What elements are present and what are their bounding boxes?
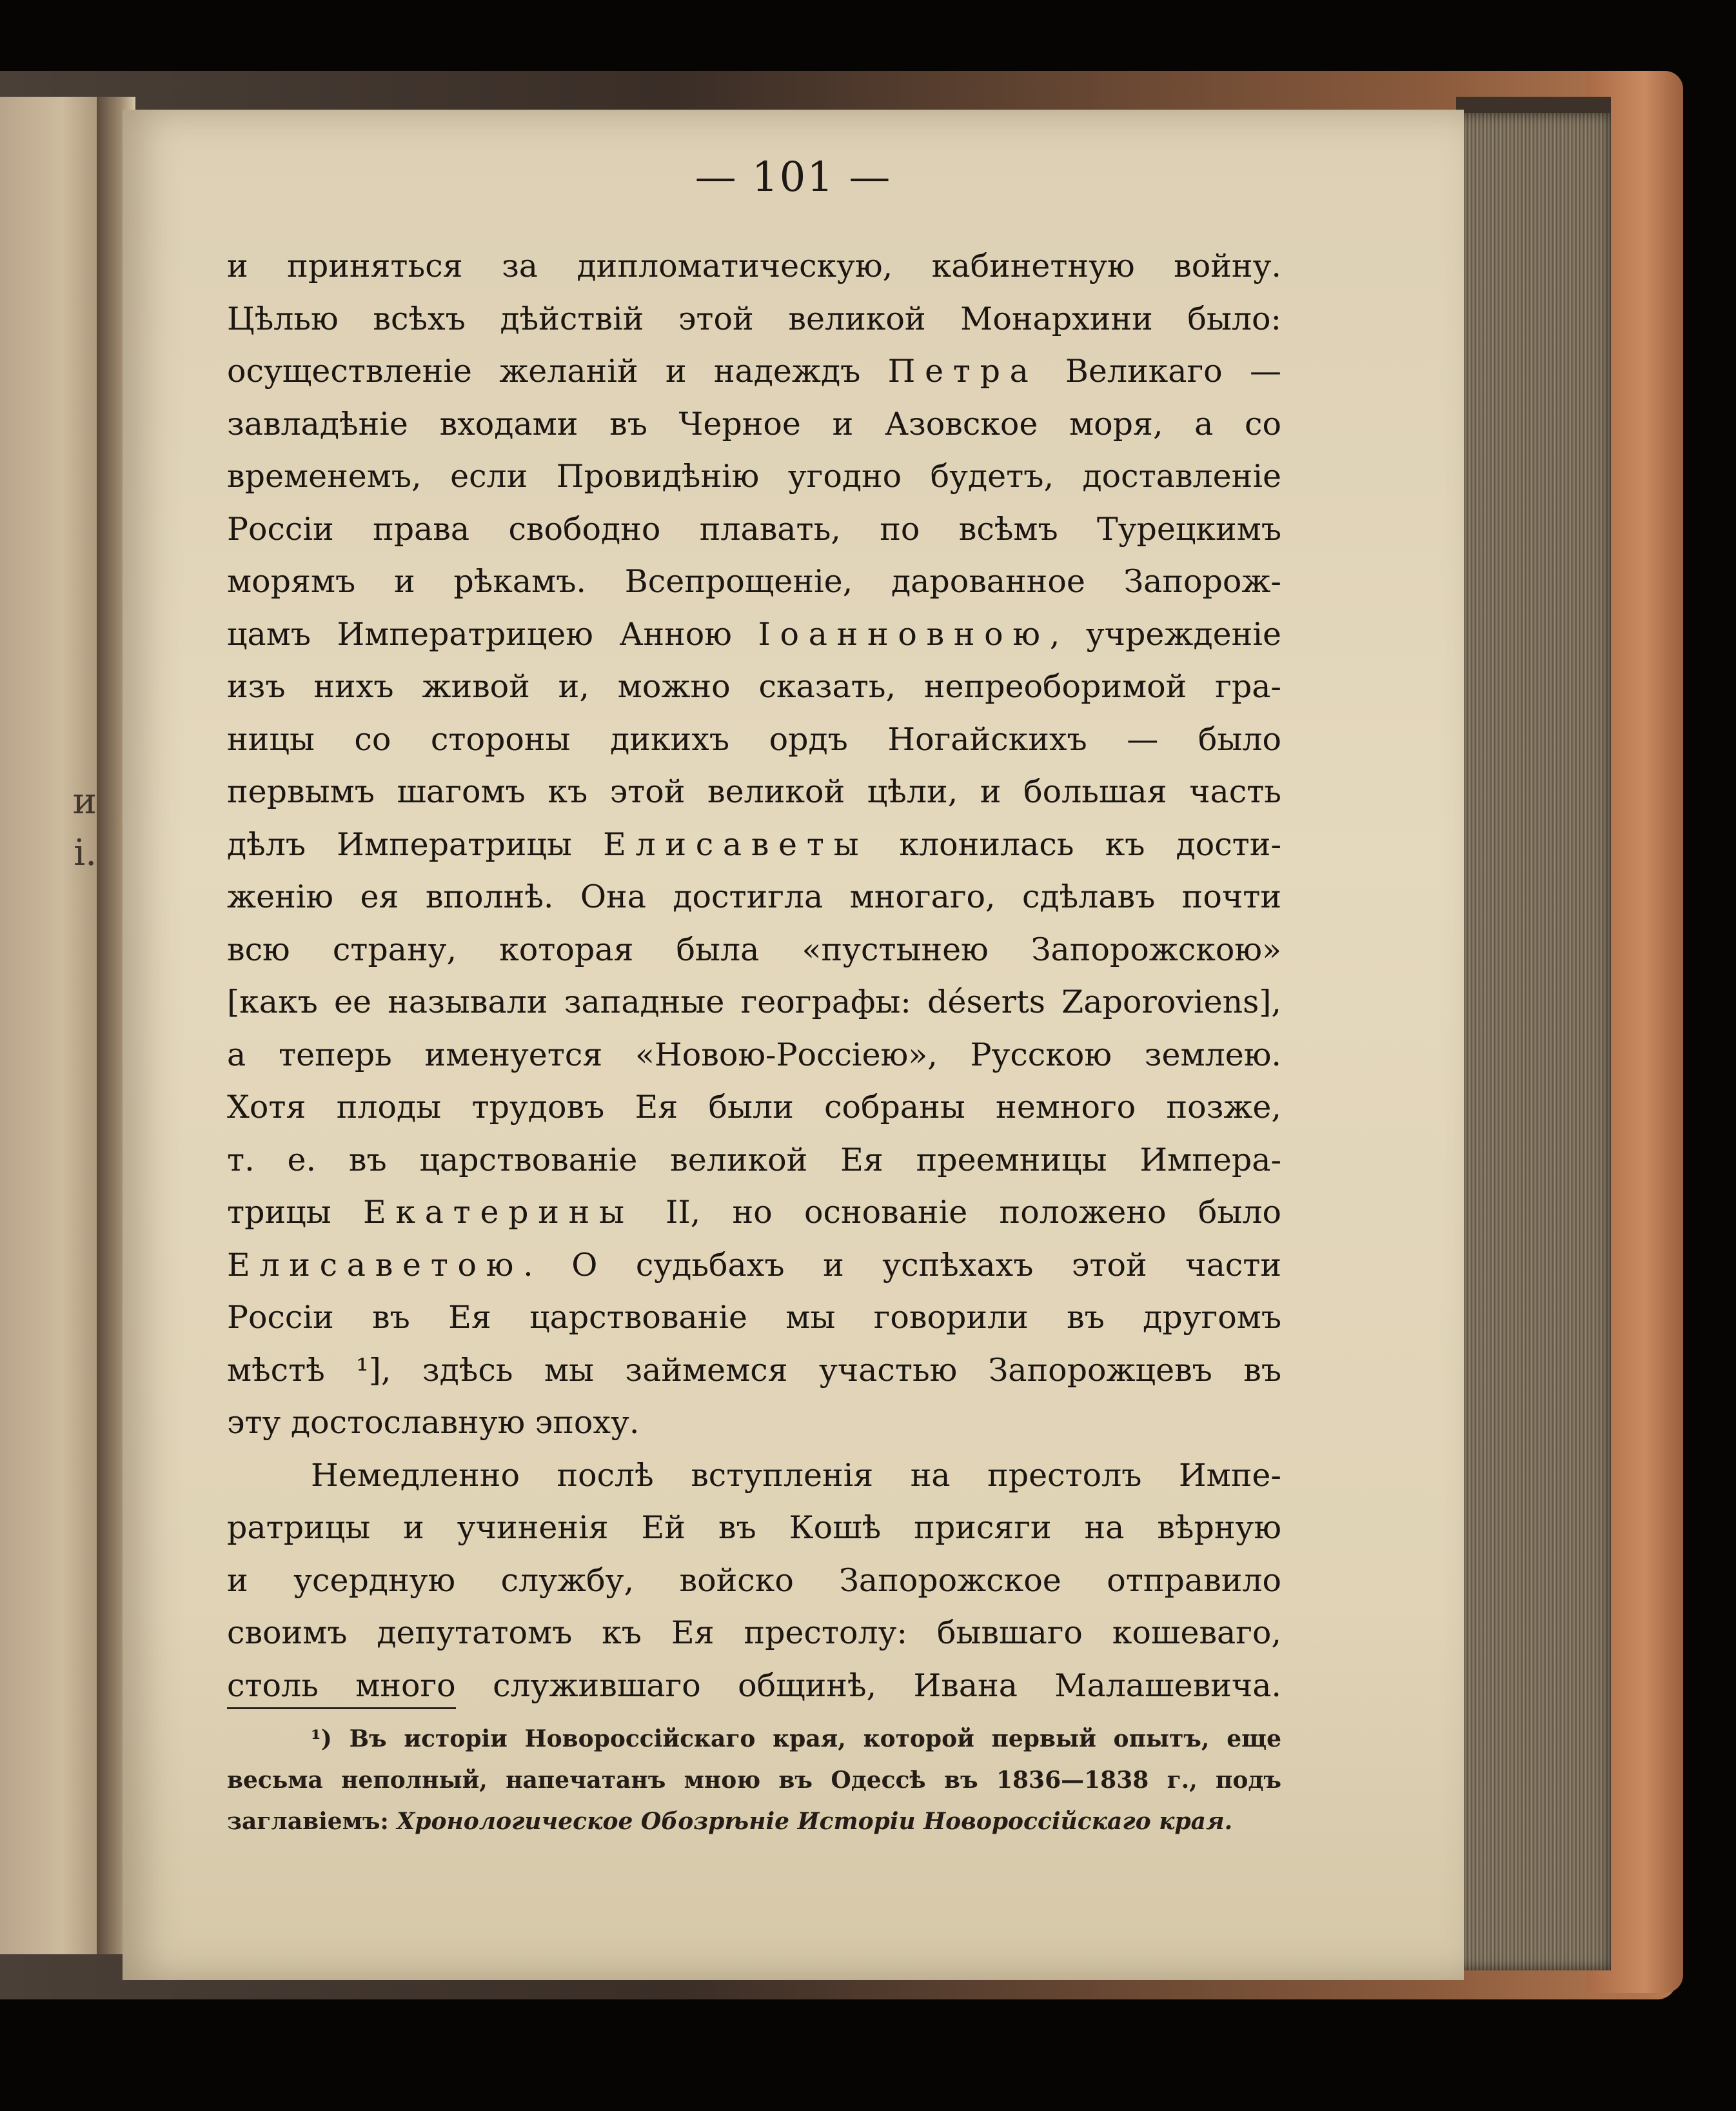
spaced-name: Іоанновною <box>758 615 1050 653</box>
text-line <box>227 976 1281 1029</box>
text-run: трицы <box>227 1194 363 1231</box>
text-line <box>227 871 1281 924</box>
text-run: морямъ и рѣкамъ. Всепрощеніе, дарованное Запорож- <box>227 563 1281 600</box>
text-run: завладѣніе входами въ Черное и Азовское моря, а со <box>227 405 1281 442</box>
text-run: эту достославную эпоху. <box>227 1404 640 1441</box>
text-run: Хотя плоды трудовъ Ея были собраны немного позже, <box>227 1089 1281 1125</box>
text-line <box>227 555 1281 608</box>
spaced-name: Петра <box>887 353 1038 390</box>
footnote-line-3-prefix: заглавіемъ: <box>227 1808 397 1835</box>
text-run: женію ея вполнѣ. Она достигла многаго, сдѣлавъ почти <box>227 878 1281 915</box>
left-page-fragment <box>0 97 103 1954</box>
text-run: столь много служившаго общинѣ, Ивана Малашевича. <box>227 1667 1281 1704</box>
text-line <box>227 818 1281 871</box>
text-run: Великаго — <box>1038 353 1281 390</box>
text-run: осуществленіе желаній и надеждъ <box>227 353 888 390</box>
left-page-text-2: і. <box>74 832 97 874</box>
text-line <box>227 1344 1281 1397</box>
text-run: ницы со стороны дикихъ ордъ Ногайскихъ — было <box>227 720 1281 758</box>
text-line <box>227 660 1281 713</box>
text-run: изъ нихъ живой и, можно сказать, непреоборимой гра- <box>227 668 1281 705</box>
text-run: временемъ, если Провидѣнію угодно будетъ, доставленіе <box>227 458 1281 495</box>
text-run: Цѣлью всѣхъ дѣйствій этой великой Монархини было: <box>227 300 1281 337</box>
text-line <box>227 240 1281 293</box>
text-line <box>227 450 1281 503</box>
text-run: Россіи въ Ея царствованіе мы говорили въ другомъ <box>227 1299 1281 1336</box>
text-line <box>227 713 1281 766</box>
text-run: а теперь именуется «Новою-Россіею», Русскою землею. <box>227 1036 1281 1073</box>
text-line <box>227 503 1281 556</box>
footnote-line-2: весьма неполный, напечатанъ мною въ Одессѣ въ 1836—1838 г., подъ <box>227 1767 1281 1794</box>
text-line <box>227 1449 1281 1502</box>
footnote-book-title: Хронологическое Обозрѣніе Исторіи Новороссійскаго края. <box>397 1808 1233 1835</box>
text-run: своимъ депутатомъ къ Ея престолу: бывшаго кошеваго, <box>227 1614 1281 1651</box>
text-line <box>227 608 1281 661</box>
text-run: Немедленно послѣ вступленія на престолъ Импе- <box>311 1456 1281 1494</box>
text-run: и приняться за дипломатическую, кабинетную войну. <box>227 248 1281 284</box>
footnote <box>227 1718 1281 1842</box>
text-run: и усердную службу, войско Запорожское отправило <box>227 1561 1281 1599</box>
text-run: [какъ ее называли западные географы: déserts Zaporoviens], <box>227 984 1281 1020</box>
text-line <box>227 1607 1281 1660</box>
text-line <box>227 1186 1281 1239</box>
left-page-text-1: и <box>72 780 97 822</box>
text-line <box>227 1554 1281 1607</box>
footnote-line-1: ¹) Въ исторіи Новороссійскаго края, которой первый опытъ, еще <box>311 1725 1281 1752</box>
spaced-name: Елисаветою <box>227 1246 524 1283</box>
text-line <box>227 924 1281 976</box>
text-line <box>227 1239 1281 1292</box>
text-run: дѣлъ Императрицы <box>227 826 604 863</box>
text-line <box>227 1029 1281 1082</box>
text-run: ратрицы и учиненія Ей въ Кошѣ присяги на вѣрную <box>227 1509 1281 1546</box>
text-run: клонилась къ дости- <box>868 826 1281 863</box>
text-line <box>227 766 1281 818</box>
text-run: первымъ шагомъ къ этой великой цѣли, и большая часть <box>227 773 1281 810</box>
footnote-rule <box>227 1707 456 1709</box>
text-line <box>227 1134 1281 1187</box>
spaced-name: Екатерины <box>362 1194 634 1231</box>
text-line <box>227 1396 1281 1449</box>
text-run: , учрежденіе <box>1049 615 1281 653</box>
text-line <box>227 1081 1281 1134</box>
text-line <box>227 1291 1281 1344</box>
text-run: II, но основаніе положено было <box>633 1194 1281 1231</box>
text-run: мѣстѣ ¹], здѣсь мы займемся участью Запорожцевъ въ <box>227 1351 1281 1389</box>
text-line <box>227 1660 1281 1712</box>
text-line <box>227 398 1281 451</box>
spaced-name: Елисаветы <box>603 826 869 863</box>
text-line <box>227 1501 1281 1554</box>
text-line <box>227 345 1281 398</box>
text-run: Россіи права свободно плавать, по всѣмъ Турецкимъ <box>227 510 1281 548</box>
text-line <box>227 293 1281 346</box>
page-number: — 101 — <box>695 154 892 201</box>
footnote-line-3 <box>227 1801 1281 1842</box>
text-run: всю страну, которая была «пустынею Запорожскою» <box>227 931 1281 968</box>
page-edges <box>1456 113 1611 1970</box>
body-text <box>227 240 1281 1712</box>
text-run: цамъ Императрицею Анною <box>227 615 758 653</box>
text-run: т. е. въ царствованіе великой Ея преемницы Импера- <box>227 1141 1281 1178</box>
text-run: . О судьбахъ и успѣхахъ этой части <box>523 1246 1281 1283</box>
